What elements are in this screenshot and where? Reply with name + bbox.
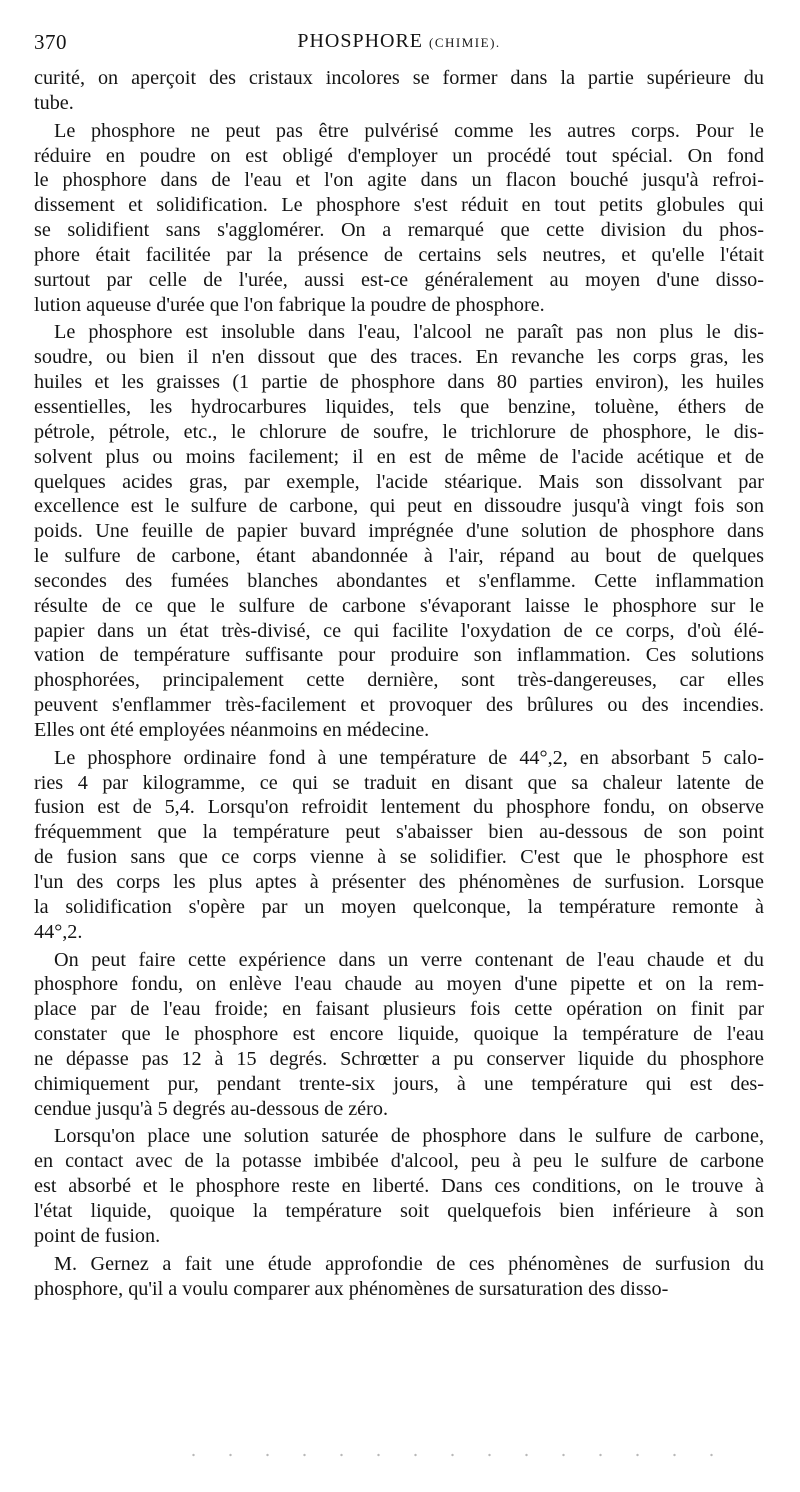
- text-line: Le phosphore ordinaire fond à une température de 44°,2, en absorbant 5 calo-: [54, 746, 764, 769]
- text-line: de fusion sans que ce corps vienne à se solidifier. C'est que le phosphore est: [34, 846, 764, 869]
- paragraph: [34, 746, 764, 945]
- text-line: point de fusion.: [34, 1224, 161, 1247]
- text-line: se solidifient sans s'agglomérer. On a remarqué que cette division du phos-: [34, 219, 764, 242]
- text-line: l'un des corps les plus aptes à présenter des phénomènes de surfusion. Lorsque: [34, 871, 764, 893]
- text-line: fusion est de 5,4. Lorsqu'on refroidit lentement du phosphore fondu, on observe: [34, 796, 764, 819]
- text-line: phosphore, qu'il a voulu comparer aux phénomènes de sursaturation des disso-: [34, 1277, 669, 1300]
- text-line: résulte de ce que le sulfure de carbone s'évaporant laisse le phosphore sur le: [34, 594, 764, 617]
- paragraph: [34, 1252, 764, 1302]
- text-line: Elles ont été employées néanmoins en médecine.: [34, 718, 430, 741]
- text-line: curité, on aperçoit des cristaux incolores se former dans la partie supérieure du: [34, 67, 764, 89]
- text-line: Le phosphore est insoluble dans l'eau, l'alcool ne paraît pas non plus le dis-: [54, 321, 764, 344]
- text-line: pétrole, pétrole, etc., le chlorure de soufre, le trichlorure de phosphore, le dis-: [34, 420, 764, 443]
- text-line: M. Gernez a fait une étude approfondie de ces phénomènes de surfusion du: [54, 1252, 764, 1275]
- text-line: Lorsqu'on place une solution saturée de phosphore dans le sulfure de carbone,: [54, 1125, 764, 1148]
- text-line: en contact avec de la potasse imbibée d'alcool, peu à peu le sulfure de carbone: [34, 1150, 764, 1173]
- text-line: le phosphore dans de l'eau et l'on agite dans un flacon bouché jusqu'à refroi-: [34, 169, 764, 192]
- text-line: dissement et solidification. Le phosphore s'est réduit en tout petits globules qui: [34, 194, 764, 217]
- text-line: On peut faire cette expérience dans un verre contenant de l'eau chaude et du: [54, 948, 764, 971]
- text-line: Le phosphore ne peut pas être pulvérisé comme les autres corps. Pour le: [54, 119, 764, 142]
- text-line: la solidification s'opère par un moyen quelconque, la température remonte à: [34, 895, 764, 918]
- paragraph: [34, 66, 764, 116]
- text-line: place par de l'eau froide; en faisant plusieurs fois cette opération on finit par: [34, 998, 764, 1021]
- text-line: soudre, ou bien il n'en dissout que des traces. En revanche les corps gras, les: [34, 346, 764, 369]
- text-line: est absorbé et le phosphore reste en liberté. Dans ces conditions, on le trouve à: [34, 1175, 764, 1198]
- text-line: phosphore fondu, on enlève l'eau chaude au moyen d'une pipette et on la rem-: [34, 973, 764, 996]
- text-line: constater que le phosphore est encore liquide, quoique la température de l'eau: [34, 1023, 764, 1046]
- text-line: quelques acides gras, par exemple, l'acide stéarique. Mais son dissolvant par: [34, 470, 764, 493]
- text-line: phosphorées, principalement cette dernière, sont très-dangereuses, car elles: [34, 669, 764, 692]
- bottom-margin-specks: [175, 1452, 735, 1458]
- text-line: ries 4 par kilogramme, ce qui se traduit en disant que sa chaleur latente de: [34, 771, 764, 794]
- running-title: [34, 30, 764, 53]
- text-line: papier dans un état très-divisé, ce qui facilite l'oxydation de ce corps, d'où élé-: [34, 619, 764, 642]
- page-number: 370: [34, 30, 67, 54]
- text-line: l'état liquide, quoique la température soit quelquefois bien inférieure à son: [34, 1199, 764, 1222]
- paragraph: [34, 320, 764, 742]
- text-line: solvent plus ou moins facilement; il en est de même de l'acide acétique et de: [34, 445, 764, 468]
- text-line: tube.: [34, 91, 74, 114]
- text-line: surtout par celle de l'urée, aussi est-ce généralement au moyen d'une disso-: [34, 268, 764, 291]
- running-title-main: PHOSPHORE: [297, 30, 424, 52]
- text-line: excellence est le sulfure de carbone, qui peut en dissoudre jusqu'à vingt fois son: [34, 495, 764, 518]
- text-line: cendue jusqu'à 5 degrés au-dessous de zéro.: [34, 1097, 388, 1120]
- text-line: phore était facilitée par la présence de certains sels neutres, et qu'elle l'était: [34, 243, 764, 266]
- paragraph: [34, 119, 764, 318]
- text-line: huiles et les graisses (1 partie de phosphore dans 80 parties environ), les huiles: [34, 371, 764, 394]
- text-line: le sulfure de carbone, étant abandonnée à l'air, répand au bout de quelques: [34, 545, 764, 568]
- text-line: essentielles, les hydrocarbures liquides, tels que benzine, toluène, éthers de: [34, 395, 764, 418]
- text-line: vation de température suffisante pour produire son inflammation. Ces solutions: [34, 644, 764, 667]
- text-line: secondes des fumées blanches abondantes et s'enflamme. Cette inflammation: [34, 569, 764, 592]
- running-title-sub: (CHIMIE).: [429, 35, 501, 50]
- text-line: chimiquement pur, pendant trente-six jours, à une température qui est des-: [34, 1072, 764, 1095]
- paragraph: [34, 948, 764, 1122]
- running-header: [34, 30, 764, 60]
- paragraph: [34, 1124, 764, 1248]
- text-line: 44°,2.: [34, 920, 83, 943]
- body-text: [34, 66, 764, 1304]
- text-line: poids. Une feuille de papier buvard imprégnée d'une solution de phosphore dans: [34, 520, 764, 543]
- text-line: fréquemment que la température peut s'abaisser bien au-dessous de son point: [34, 821, 764, 844]
- text-line: ne dépasse pas 12 à 15 degrés. Schrœtter a pu conserver liquide du phosphore: [34, 1047, 764, 1070]
- text-line: lution aqueuse d'urée que l'on fabrique la poudre de phosphore.: [34, 293, 545, 316]
- text-line: réduire en poudre on est obligé d'employer un procédé tout spécial. On fond: [34, 144, 764, 167]
- text-line: peuvent s'enflammer très-facilement et provoquer des brûlures ou des incendies.: [34, 694, 764, 717]
